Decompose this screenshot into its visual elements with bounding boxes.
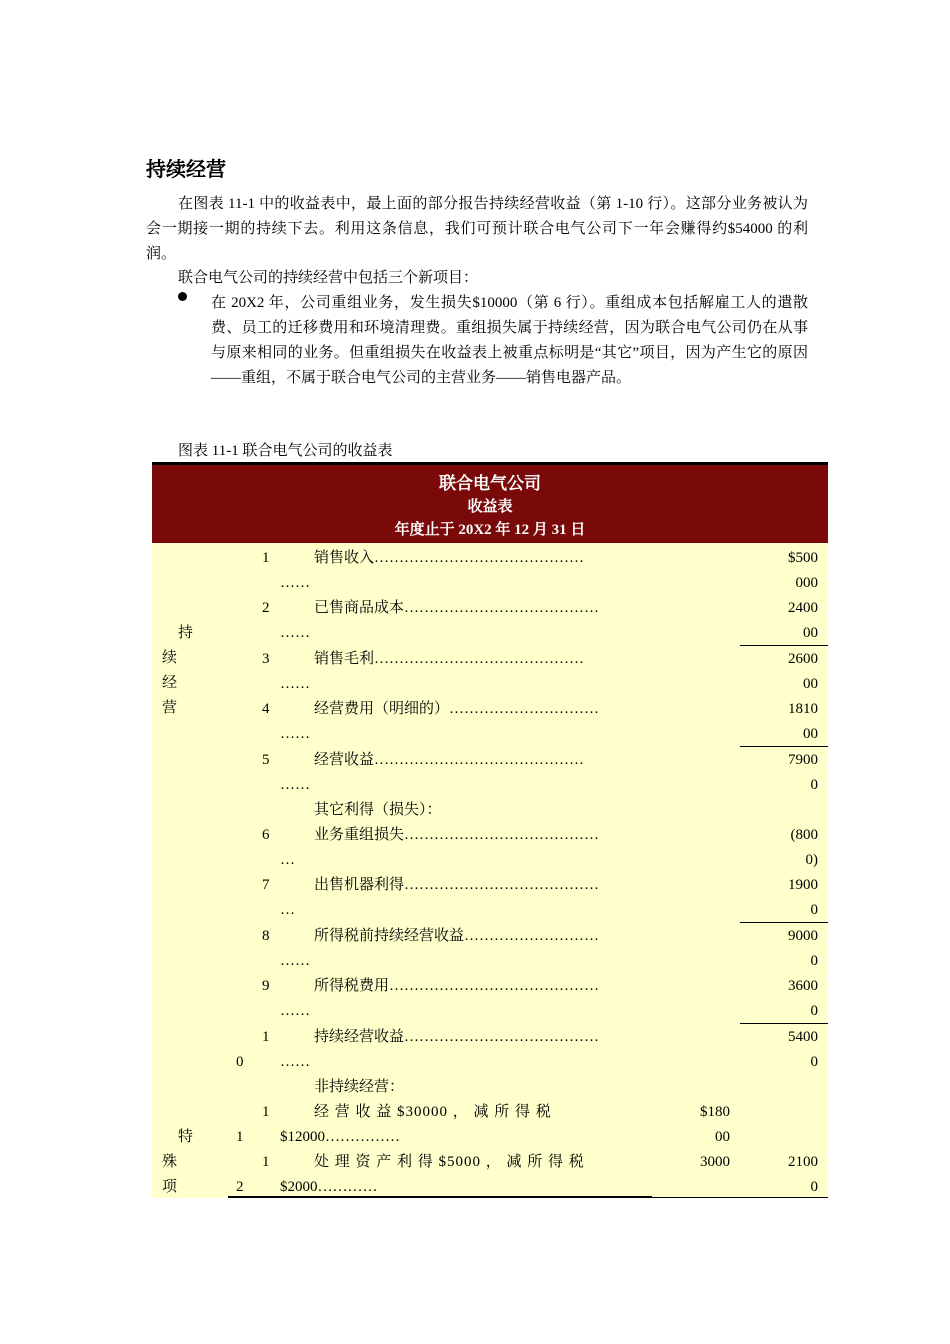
row-number: 5 — [262, 752, 270, 768]
group-label-char: 项 — [162, 1179, 178, 1195]
row-amount: 2600 — [788, 651, 818, 667]
row-amount-cont: 00 — [803, 625, 818, 641]
group-label-char: 经 — [162, 675, 178, 691]
row-label: 经营费用（明细的）………………………… — [314, 701, 600, 717]
row-leader: $12000…………… — [280, 1129, 400, 1145]
row-number-cont: 0 — [236, 1054, 244, 1070]
row-number: 3 — [262, 651, 270, 667]
group-label-char: 营 — [162, 700, 178, 716]
row-leader: …… — [280, 777, 310, 793]
group-label-char: 持 — [178, 625, 194, 641]
row-number: 1 — [262, 1104, 270, 1120]
row-amount: $500 — [788, 550, 818, 566]
statement-company: 联合电气公司 — [439, 474, 541, 494]
row-amount: (800 — [790, 827, 818, 843]
row-amount-gross-cont: 00 — [715, 1129, 730, 1145]
row-number: 7 — [262, 877, 270, 893]
row-label: 所得税前持续经营收益……………………… — [314, 928, 600, 944]
row-leader: …… — [280, 1054, 310, 1070]
statement-header — [152, 462, 828, 543]
row-label: 已售商品成本………………………………… — [314, 600, 600, 616]
row-amount: 1810 — [788, 701, 818, 717]
row-number: 9 — [262, 978, 270, 994]
row-amount-cont: 0 — [810, 953, 818, 969]
row-amount-cont: 0 — [810, 1003, 818, 1019]
row-number: 8 — [262, 928, 270, 944]
figure-caption: 图表 11-1 联合电气公司的收益表 — [178, 443, 393, 459]
row-amount: 5400 — [788, 1029, 818, 1045]
income-statement-table — [152, 462, 828, 1198]
group-label-char: 续 — [162, 650, 178, 666]
row-leader: …… — [280, 726, 310, 742]
section-label-discontinued: 非持续经营： — [314, 1079, 405, 1095]
row-amount-cont: 0 — [810, 1054, 818, 1070]
row-number-cont: 1 — [236, 1129, 244, 1145]
row-label: 处 理 资 产 利 得 $5000 ， 减 所 得 税 — [314, 1154, 585, 1170]
row-leader: $2000………… — [280, 1179, 378, 1195]
section-title: 持续经营 — [146, 157, 226, 181]
row-leader: …… — [280, 1003, 310, 1019]
bullet-icon — [178, 292, 187, 301]
row-amount-gross: $180 — [700, 1104, 730, 1120]
row-number: 1 — [262, 550, 270, 566]
row-number: 2 — [262, 600, 270, 616]
row-leader: … — [280, 852, 295, 868]
subtotal-rule — [740, 746, 828, 747]
section-label-other: 其它利得（损失）： — [314, 802, 442, 818]
row-number-cont: 2 — [236, 1179, 244, 1195]
row-amount-cont: 000 — [795, 575, 818, 591]
row-label: 出售机器利得………………………………… — [314, 877, 600, 893]
bullet-restructuring: 在 20X2 年，公司重组业务，发生损失$10000（第 6 行）。重组成本包括解雇工人的遣散费、员工的迁移费用和环境清理费。重组损失属于持续经营，因为联合电气公司仍在从事与原来相同的业务。但重组损失在收益表上被重点标明是“其它”项目，因为产生它的原因——重组，不属于联合电气公司的主营业务——销售电器产品。 — [211, 295, 808, 386]
statement-period: 年度止于 20X2 年 12 月 31 日 — [394, 522, 586, 538]
row-amount: 7900 — [788, 752, 818, 768]
group-label-char: 殊 — [162, 1154, 178, 1170]
table-bottom-rule — [652, 1197, 828, 1198]
paragraph-continuing-ops: 在图表 11-1 中的收益表中，最上面的部分报告持续经营收益（第 1-10 行）。这部分业务被认为会一期接一期的持续下去。利用这条信息，我们可预计联合电气公司下一年会赚得约$54000 的利润。 — [146, 196, 809, 262]
row-amount: 1900 — [788, 877, 818, 893]
statement-body — [152, 543, 828, 1198]
row-label: 销售收入…………………………………… — [314, 550, 585, 566]
statement-title: 收益表 — [467, 499, 513, 515]
row-number: 6 — [262, 827, 270, 843]
row-leader: … — [280, 902, 295, 918]
row-amount: 9000 — [788, 928, 818, 944]
row-leader: …… — [280, 575, 310, 591]
row-label: 所得税费用…………………………………… — [314, 978, 600, 994]
row-label: 持续经营收益………………………………… — [314, 1029, 600, 1045]
row-number: 1 — [262, 1154, 270, 1170]
row-label: 经 营 收 益 $30000 ， 减 所 得 税 — [314, 1104, 552, 1120]
row-amount-gross: 3000 — [700, 1154, 730, 1170]
row-amount-cont: 00 — [803, 726, 818, 742]
row-number: 4 — [262, 701, 270, 717]
row-amount-cont: 0) — [805, 852, 818, 868]
row-leader: …… — [280, 676, 310, 692]
row-number: 1 — [262, 1029, 270, 1045]
row-leader: …… — [280, 953, 310, 969]
table-bottom-rule — [228, 1196, 652, 1198]
subtotal-rule — [740, 922, 828, 923]
row-amount-cont: 0 — [810, 902, 818, 918]
row-amount: 2100 — [788, 1154, 818, 1170]
row-label: 经营收益…………………………………… — [314, 752, 585, 768]
row-amount: 3600 — [788, 978, 818, 994]
row-label: 销售毛利…………………………………… — [314, 651, 585, 667]
row-amount-cont: 0 — [810, 777, 818, 793]
subtotal-rule — [740, 1023, 828, 1024]
group-label-char: 特 — [178, 1129, 194, 1145]
row-leader: …… — [280, 625, 310, 641]
row-amount-cont: 0 — [810, 1179, 818, 1195]
paragraph-new-items: 联合电气公司的持续经营中包括三个新项目： — [178, 270, 479, 286]
subtotal-rule — [740, 645, 828, 646]
row-label: 业务重组损失………………………………… — [314, 827, 600, 843]
row-amount-cont: 00 — [803, 676, 818, 692]
row-amount: 2400 — [788, 600, 818, 616]
